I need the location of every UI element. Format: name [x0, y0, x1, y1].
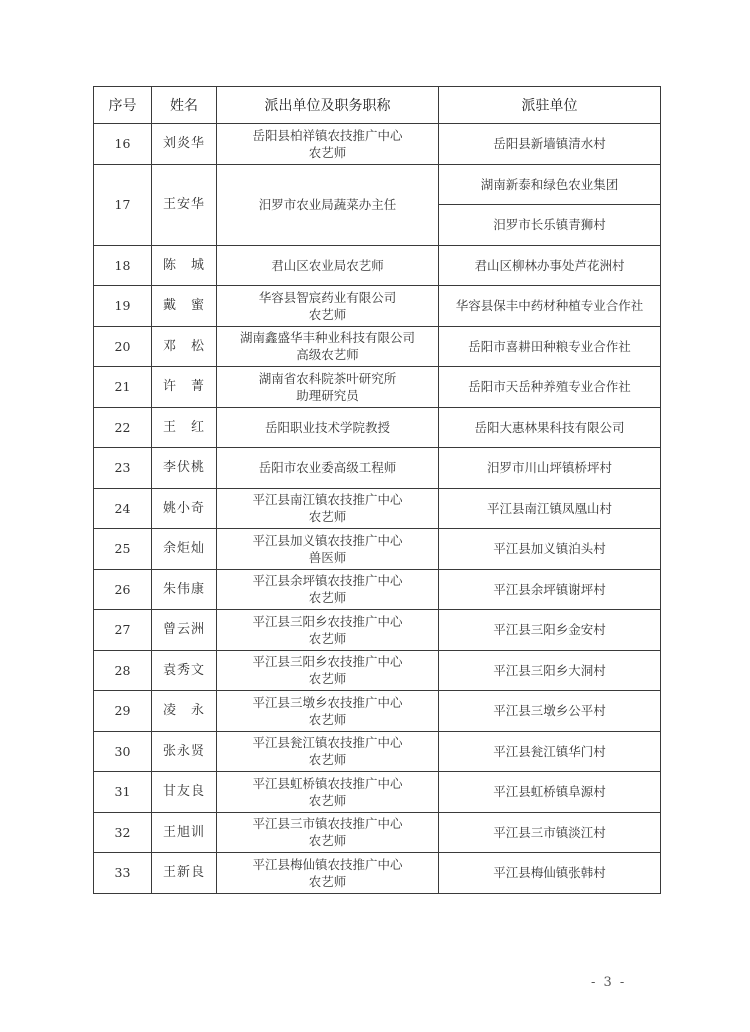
cell-name: 王新良: [152, 853, 217, 894]
table-row: [94, 731, 661, 772]
header-station: 派驻单位: [439, 87, 661, 124]
cell-station: 平江县三阳乡金安村: [439, 610, 661, 651]
cell-station: 平江县三市镇淡江村: [439, 812, 661, 853]
cell-name: 余炬灿: [152, 529, 217, 570]
dept-line: 平江县三阳乡农技推广中心: [252, 654, 403, 670]
dept-line: 农艺师: [308, 306, 347, 322]
cell-no: 25: [94, 529, 152, 570]
cell-station: 平江县余坪镇谢坪村: [439, 569, 661, 610]
cell-station: 岳阳市喜耕田种粮专业合作社: [439, 326, 661, 367]
cell-no: 29: [94, 691, 152, 732]
cell-no: 16: [94, 124, 152, 165]
table-row: [94, 772, 661, 813]
cell-station: 岳阳县新墙镇清水村: [439, 124, 661, 165]
dept-line: 湖南鑫盛华丰种业科技有限公司: [239, 330, 415, 346]
cell-no: 17: [94, 164, 152, 245]
dept-line: 岳阳职业技术学院教授: [264, 419, 390, 435]
dept-line: 高级农艺师: [296, 347, 359, 363]
cell-dept: [217, 448, 439, 489]
cell-station: 华容县保丰中药材种植专业合作社: [439, 286, 661, 327]
cell-no: 31: [94, 772, 152, 813]
cell-name: 许 菁: [152, 367, 217, 408]
dept-line: 平江县三阳乡农技推广中心: [252, 613, 403, 629]
table-body: [94, 124, 661, 894]
cell-no: 28: [94, 650, 152, 691]
cell-dept: [217, 731, 439, 772]
dept-line: 岳阳市农业委高级工程师: [258, 460, 397, 476]
cell-dept: [217, 326, 439, 367]
table-row: [94, 488, 661, 529]
cell-station: 平江县三阳乡大洞村: [439, 650, 661, 691]
cell-name: 朱伟康: [152, 569, 217, 610]
cell-station: 岳阳市天岳种养殖专业合作社: [439, 367, 661, 408]
table-row: [94, 529, 661, 570]
cell-no: 32: [94, 812, 152, 853]
cell-dept: [217, 650, 439, 691]
cell-station: 平江县梅仙镇张韩村: [439, 853, 661, 894]
header-row: [94, 87, 661, 124]
cell-dept: [217, 488, 439, 529]
table-row: [94, 124, 661, 165]
cell-station: 平江县南江镇凤凰山村: [439, 488, 661, 529]
cell-station: 汨罗市长乐镇青狮村: [439, 205, 661, 246]
cell-name: 刘炎华: [152, 124, 217, 165]
cell-name: 李伏桃: [152, 448, 217, 489]
dept-line: 农艺师: [308, 509, 347, 525]
dept-line: 平江县余坪镇农技推广中心: [252, 573, 403, 589]
table-row: [94, 164, 661, 205]
cell-station: 平江县瓮江镇华门村: [439, 731, 661, 772]
dept-line: 农艺师: [308, 752, 347, 768]
cell-dept: [217, 286, 439, 327]
cell-dept: [217, 367, 439, 408]
dept-line: 助理研究员: [296, 387, 359, 403]
cell-name: 戴 蜜: [152, 286, 217, 327]
dept-line: 岳阳县柏祥镇农技推广中心: [252, 127, 403, 143]
page-number: - 3 -: [591, 975, 627, 990]
dept-line: 农艺师: [308, 590, 347, 606]
cell-dept: [217, 772, 439, 813]
dept-line: 汨罗市农业局蔬菜办主任: [258, 197, 397, 212]
cell-name: 姚小奇: [152, 488, 217, 529]
dept-line: 兽医师: [308, 549, 347, 565]
table-row: [94, 650, 661, 691]
table-row: [94, 610, 661, 651]
roster-table: [93, 86, 661, 894]
cell-dept: [217, 812, 439, 853]
dept-line: 农艺师: [308, 671, 347, 687]
cell-station: 湖南新泰和绿色农业集团: [439, 164, 661, 205]
header-no: 序号: [94, 87, 152, 124]
dept-line: 农艺师: [308, 873, 347, 889]
cell-name: 曾云洲: [152, 610, 217, 651]
cell-station: 平江县三墩乡公平村: [439, 691, 661, 732]
table-row: [94, 812, 661, 853]
dept-line: 湖南省农科院茶叶研究所: [258, 370, 397, 386]
cell-dept: [217, 245, 439, 286]
dept-line: 平江县梅仙镇农技推广中心: [252, 856, 403, 872]
cell-dept: [217, 164, 439, 245]
cell-no: 33: [94, 853, 152, 894]
cell-no: 27: [94, 610, 152, 651]
cell-name: 袁秀文: [152, 650, 217, 691]
dept-line: 平江县瓮江镇农技推广中心: [252, 735, 403, 751]
dept-line: 农艺师: [308, 144, 347, 160]
dept-line: 农艺师: [308, 711, 347, 727]
cell-name: 王旭训: [152, 812, 217, 853]
cell-no: 20: [94, 326, 152, 367]
cell-name: 张永贤: [152, 731, 217, 772]
table-row: [94, 245, 661, 286]
table-row: [94, 326, 661, 367]
dept-line: 农艺师: [308, 630, 347, 646]
cell-no: 26: [94, 569, 152, 610]
cell-dept: [217, 124, 439, 165]
table-row: [94, 448, 661, 489]
cell-no: 22: [94, 407, 152, 448]
cell-name: 甘友良: [152, 772, 217, 813]
cell-station: 岳阳大惠林果科技有限公司: [439, 407, 661, 448]
dept-line: 农艺师: [308, 833, 347, 849]
cell-dept: [217, 691, 439, 732]
cell-dept: [217, 569, 439, 610]
cell-name: 陈 城: [152, 245, 217, 286]
cell-no: 19: [94, 286, 152, 327]
cell-no: 30: [94, 731, 152, 772]
cell-station: 平江县加义镇泊头村: [439, 529, 661, 570]
dept-line: 华容县智宸药业有限公司: [258, 289, 397, 305]
cell-dept: [217, 407, 439, 448]
dept-line: 平江县三市镇农技推广中心: [252, 816, 403, 832]
cell-no: 24: [94, 488, 152, 529]
cell-station: 君山区柳林办事处芦花洲村: [439, 245, 661, 286]
table-row: [94, 367, 661, 408]
header-dept: 派出单位及职务职称: [217, 87, 439, 124]
table-row: [94, 691, 661, 732]
cell-station: 汨罗市川山坪镇桥坪村: [439, 448, 661, 489]
cell-name: 王安华: [152, 164, 217, 245]
cell-name: 凌 永: [152, 691, 217, 732]
dept-line: 平江县加义镇农技推广中心: [252, 532, 403, 548]
dept-line: 平江县南江镇农技推广中心: [252, 492, 403, 508]
dept-line: 平江县三墩乡农技推广中心: [252, 694, 403, 710]
table-row: [94, 286, 661, 327]
dept-line: 君山区农业局农艺师: [271, 257, 384, 273]
table-row: [94, 407, 661, 448]
dept-line: 农艺师: [308, 792, 347, 808]
cell-no: 23: [94, 448, 152, 489]
table-row: [94, 853, 661, 894]
header-name: 姓名: [152, 87, 217, 124]
cell-no: 18: [94, 245, 152, 286]
dept-line: 平江县虹桥镇农技推广中心: [252, 775, 403, 791]
cell-no: 21: [94, 367, 152, 408]
table-row: [94, 569, 661, 610]
cell-name: 王 红: [152, 407, 217, 448]
cell-dept: [217, 853, 439, 894]
cell-station: 平江县虹桥镇阜源村: [439, 772, 661, 813]
cell-name: 邓 松: [152, 326, 217, 367]
cell-dept: [217, 610, 439, 651]
cell-dept: [217, 529, 439, 570]
